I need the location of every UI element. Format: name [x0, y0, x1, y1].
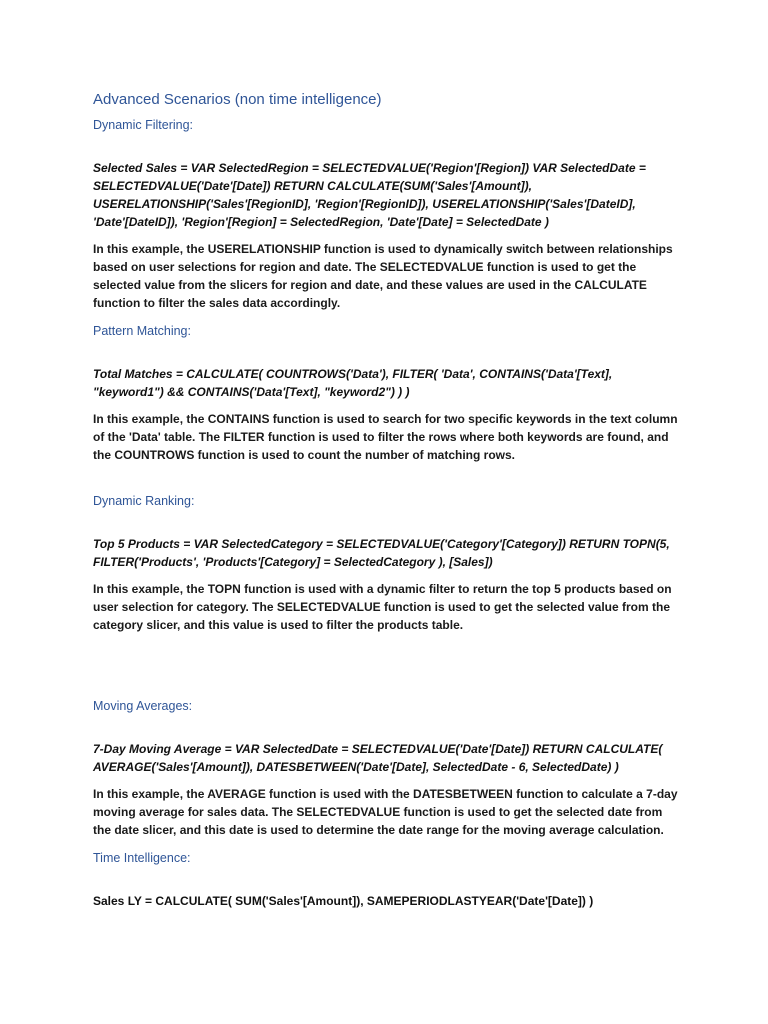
document-title: Advanced Scenarios (non time intelligence) — [93, 91, 382, 108]
section-heading-time-intelligence: Time Intelligence: — [93, 851, 191, 865]
formula-selected-sales: Selected Sales = VAR SelectedRegion = SELECTEDVALUE('Region'[Region]) VAR SelectedDate = SELECTEDVALUE('Date'[Date]) RETURN CALCULATE(SUM('Sales'[Amount]), USERELATIONSHIP('Sales'[RegionID], 'Region'[RegionID]), USERELATIONSHIP('Sales'[DateID], 'Date'[DateID]), 'Region'[Region] = SelectedRegion, 'Date'[Date] = SelectedDate ) — [93, 161, 646, 229]
section-heading-dynamic-filtering: Dynamic Filtering: — [93, 118, 194, 132]
formula-sales-ly: Sales LY = CALCULATE( SUM('Sales'[Amount]), SAMEPERIODLASTYEAR('Date'[Date]) ) — [93, 894, 594, 908]
formula-7-day-moving-average: 7-Day Moving Average = VAR SelectedDate = SELECTEDVALUE('Date'[Date]) RETURN CALCULATE( AVERAGE('Sales'[Amount]), DATESBETWEEN('Date'[Date], SelectedDate - 6, SelectedDate) ) — [93, 742, 663, 774]
description-moving-averages: In this example, the AVERAGE function is used with the DATESBETWEEN function to calculate a 7-day moving average for sales data. The SELECTEDVALUE function is used to get the selected date from the date slicer, and this date is used to determine the date range for the moving average calculation. — [93, 787, 678, 837]
section-heading-pattern-matching: Pattern Matching: — [93, 324, 191, 338]
section-heading-moving-averages: Moving Averages: — [93, 699, 193, 713]
formula-total-matches: Total Matches = CALCULATE( COUNTROWS('Data'), FILTER( 'Data', CONTAINS('Data'[Text], "keyword1") && CONTAINS('Data'[Text], "keyword2") ) ) — [93, 367, 613, 399]
formula-top-5-products: Top 5 Products = VAR SelectedCategory = SELECTEDVALUE('Category'[Category]) RETURN TOPN(5, FILTER('Products', 'Products'[Category] = SelectedCategory ), [Sales]) — [93, 537, 670, 569]
description-dynamic-filtering: In this example, the USERELATIONSHIP function is used to dynamically switch between relationships based on user selections for region and date. The SELECTEDVALUE function is used to get the selected value from the slicers for region and date, and these values are used in the CALCULATE function to filter the sales data accordingly. — [93, 242, 673, 310]
description-pattern-matching: In this example, the CONTAINS function is used to search for two specific keywords in the text column of the 'Data' table. The FILTER function is used to filter the rows where both keywords are found, and the COUNTROWS function is used to count the number of matching rows. — [93, 412, 678, 462]
section-heading-dynamic-ranking: Dynamic Ranking: — [93, 494, 195, 508]
document-body — [93, 90, 683, 910]
description-dynamic-ranking: In this example, the TOPN function is used with a dynamic filter to return the top 5 products based on user selection for category. The SELECTEDVALUE function is used to get the selected value from the category slicer, and this value is used to filter the products table. — [93, 582, 672, 632]
